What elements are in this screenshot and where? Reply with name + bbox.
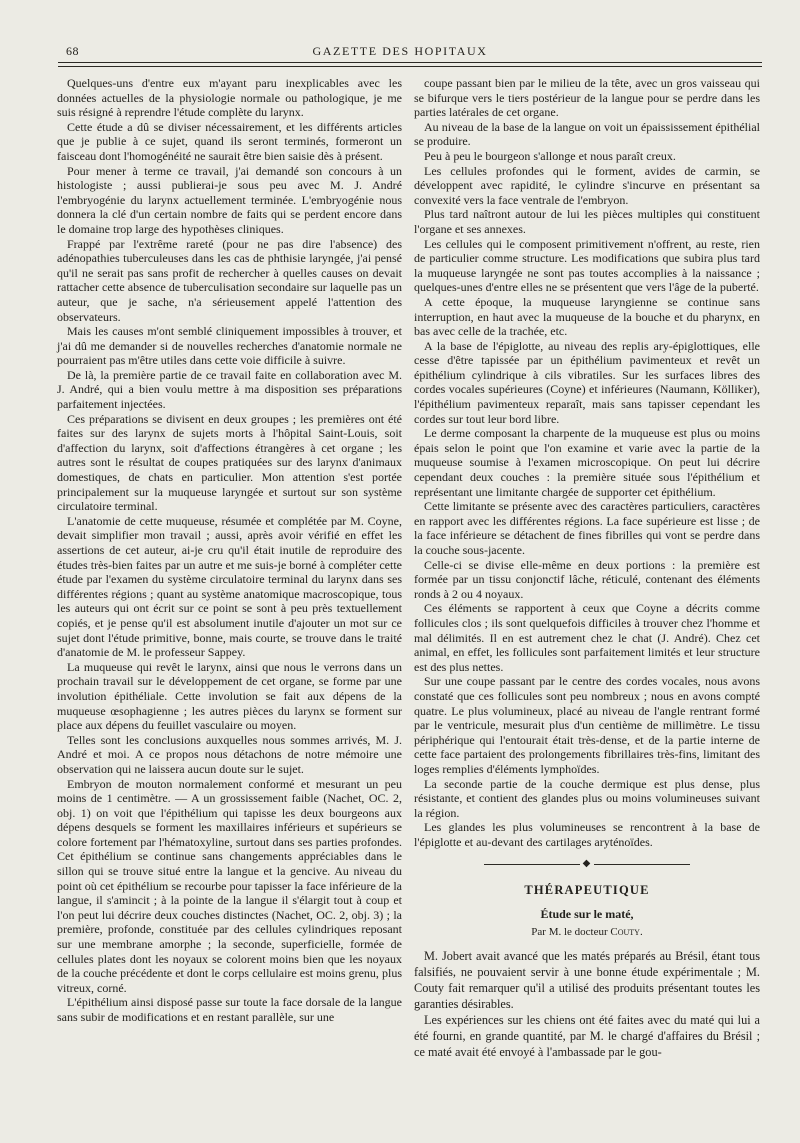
body-paragraph: Sur une coupe passant par le centre des cordes vocales, nous avons constaté que ces follicules sont peu nombreux ; nous en avons compté quatre. Le plus volumineux, placé au niveau de l'angle rentrant formé par le ventricule, mesurait plus d'un centième de millimètre. Le tissu périphérique qui l'entourait était très-dense, et de la partie interne de cette face partaient des prolongements fibrillaires très-fins, limitant des loges remplies d'éléments lymphoïdes. <box>414 674 760 776</box>
body-paragraph: La muqueuse qui revêt le larynx, ainsi que nous le verrons dans un prochain travail sur le développement de cet organe, se forme par une involution épithéliale. Cette involution se fait aux dépens de la muqueuse œsophagienne ; les autres pièces du larynx se forment sur place aux dépens du feuillet vasculaire ou moyen. <box>57 659 402 733</box>
byline-author: Couty. <box>610 925 643 938</box>
running-head: GAZETTE DES HOPITAUX <box>312 44 488 58</box>
body-paragraph: Mais les causes m'ont semblé cliniquement impossibles à trouver, et j'ai dû me demander si de nouvelles recherches d'anatomie normale ne pourraient pas m'être utiles dans cette voie difficile à suivre. <box>57 324 402 368</box>
body-paragraph: Les cellules qui le composent primitivement n'offrent, au reste, rien de particulier comme structure. Les modifications que subira plus tard la muqueuse laryngée ne sont pas toutes accomplies à la naissance ; quelques-unes d'entre elles ne se présentent que vers l'âge de la puberté. <box>414 236 760 295</box>
body-paragraph: Le derme composant la charpente de la muqueuse est plus ou moins épais selon le point que l'on examine et varie avec la partie de la muqueuse soumise à l'examen microscopique. On peut lui décrire cependant deux couches : la première située sous l'épithélium et représentant une limitante chargée de supporter cet épithélium. <box>414 426 760 499</box>
body-paragraph: Ces éléments se rapportent à ceux que Coyne a décrits comme follicules clos ; ils sont quelquefois difficiles à trouver chez l'homme et mal délimités. Il en est autrement chez le chat (J. André). Chez cet animal, en effet, les follicules sont parfaitement limités et leur structure est des plus nettes. <box>414 601 760 674</box>
body-paragraph: A la base de l'épiglotte, au niveau des replis ary-épiglottiques, elle cesse d'être tapissée par un épithélium pavimenteux et revêt un épithélium cylindrique à cils vibratiles. Sur les surfaces libres des cordes vocales supérieures (Coyne) et inférieures (Naumann, Kölliker), l'épithélium pavimenteux reparaît, mais sans tapisser cependant les cordes sur tout leur bord libre. <box>414 338 760 426</box>
body-paragraph: Cette étude a dû se diviser nécessairement, et les différents articles que je publie à ce sujet, quand ils seront terminés, formeront un faisceau dont l'homogénéité ne saurait être bien saisie dès à présent. <box>57 119 402 163</box>
right-column-text <box>414 76 760 849</box>
body-paragraph: Peu à peu le bourgeon s'allonge et nous paraît creux. <box>424 148 676 163</box>
section-separator: ◆ <box>414 857 760 872</box>
body-paragraph: Plus tard naîtront autour de lui les pièces multiples qui constituent l'organe et ses annexes. <box>414 207 760 236</box>
section-title: THÉRAPEUTIQUE <box>524 882 650 897</box>
article-byline <box>414 925 760 940</box>
header-rule-second <box>58 66 762 67</box>
body-paragraph: La seconde partie de la couche dermique est plus dense, plus résistante, et contient des glandes plus ou moins volumineuses suivant la région. <box>414 776 760 820</box>
body-paragraph: De là, la première partie de ce travail faite en collaboration avec M. J. André, qui a bien voulu mettre à ma disposition ses préparations parfaitement injectées. <box>57 367 402 412</box>
right-column <box>414 76 760 1060</box>
body-paragraph: coupe passant bien par le milieu de la tête, avec un gros vaisseau qui se bifurque vers le tiers postérieur de la langue pour se perdre dans les parties latérales de cet organe. <box>414 76 760 120</box>
body-paragraph: Cette limitante se présente avec des caractères particuliers, caractères en rapport avec les différentes régions. La face supérieure est lisse ; de la face inférieure se détachent de fines fibrilles qui vont se perdre dans la couche sous-jacente. <box>414 499 760 557</box>
left-column <box>57 76 402 1025</box>
byline-prefix: Par M. le docteur <box>531 925 608 938</box>
header-rule <box>58 62 762 63</box>
page-number: 68 <box>66 44 79 58</box>
body-paragraph: Les glandes les plus volumineuses se rencontrent à la base de l'épiglotte et au-devant des cartilages aryténoïdes. <box>414 820 760 849</box>
body-paragraph: Celle-ci se divise elle-même en deux portions : la première est formée par un tissu conjonctif lâche, réticulé, contenant des éléments ronds à 2 ou 4 noyaux. <box>414 557 760 601</box>
body-paragraph: Telles sont les conclusions auxquelles nous sommes arrivés, M. J. André et moi. A ce propos nous détachons de notre mémoire une observation qui ne laissera aucun doute sur le sujet. <box>57 732 402 776</box>
article-paragraph: M. Jobert avait avancé que les matés préparés au Brésil, étant tous falsifiés, ne pouvaient servir à une bonne étude expérimentale ; M. Couty fait remarquer qu'il a utilisé des produits présentant toutes les garanties désirables. <box>414 949 760 1012</box>
body-paragraph: A cette époque, la muqueuse laryngienne se continue sans interruption, en haut avec la muqueuse de la bouche et du pharynx, en bas avec celle de la trachée, etc. <box>414 294 760 339</box>
body-paragraph: Frappé par l'extrême rareté (pour ne pas dire l'absence) des adénopathies tuberculeuses dans les cas de phthisie laryngée, j'ai pensé qu'il ne serait pas sans profit de rechercher à quelles causes on devait rattacher cette absence de tuberculisation secondaire sur laquelle pas un auteur, que je sache, n'a sérieusement appelé l'attention des observateurs. <box>57 236 402 324</box>
article-body <box>414 948 760 1060</box>
article-paragraph: Les expériences sur les chiens ont été faites avec du maté qui lui a été fourni, en grande quantité, par M. le chargé d'affaires du Brésil ; ce maté avait été envoyé à l'ambassade par le gou- <box>414 1013 760 1060</box>
body-paragraph: L'anatomie de cette muqueuse, résumée et complétée par M. Coyne, devait simplifier mon travail ; aussi, après avoir vérifié en effet les assertions de cet auteur, ai-je cru qu'il était inutile de reproduire des études très-bien faites par un autre et me suis-je borné à compléter cette étude par l'examen du système circulatoire terminal du larynx dans ses différentes régions ; quant au système anatomique macroscopique, tous les auteurs qui ont écrit sur ce point se sont à peu près textuellement copiés, et je pense qu'il est absolument inutile d'ajouter un mot sur ce sujet dont l'étude primitive, bonne, mais courte, se trouve dans le traité d'anatomie de M. le professeur Sappey. <box>57 513 402 660</box>
body-paragraph: Quelques-uns d'entre eux m'ayant paru inexplicables avec les données actuelles de la physiologie normale ou pathologique, je me suis résigné à reprendre l'étude complète du larynx. <box>57 76 402 120</box>
body-paragraph: Embryon de mouton normalement conformé et mesurant un peu moins de 1 centimètre. — A un grossissement faible (Nachet, OC. 2, obj. 1) on voit que l'épithélium qui tapisse les deux bourgeons aux dépens desquels se forment les maxillaires inférieurs et supérieurs se colore fortement par l'hématoxyline, surtout dans ses parties profondes. Cet épithélium se continue sans changements appréciables dans le sillon qui se trouve situé entre la langue et la gencive. Au niveau du point où cet épithélium se recourbe pour tapisser la face inférieure de la langue, il s'amincit ; à la pointe de la langue il s'élargit tout à coup et l'on peut lui décrire deux couches distinctes (Nachet, OC. 2, obj. 3) ; la première, profonde, constituée par des cellules cylindriques reposant sur une membrane amorphe ; la seconde, superficielle, formée de cellules plates dont les noyaux se colorent moins bien que les noyaux de la couche précédente et dont le corps cellulaire est moins grenu, plus vitreux, corné. <box>57 776 402 995</box>
body-paragraph: Ces préparations se divisent en deux groupes ; les premières ont été faites sur des larynx de sujets morts à l'hôpital Saint-Louis, soit d'affection du larynx, soit d'affections étrangères à cet organe ; les autres sont le résultat de coupes pratiquées sur des larynx d'animaux domestiques, de chats en particulier. Mon attention s'est portée principalement sur la muqueuse laryngée et surtout sur son système circulatoire terminal. <box>57 411 402 514</box>
body-paragraph: Pour mener à terme ce travail, j'ai demandé son concours à un histologiste ; aussi publierai-je sous peu avec M. J. André l'embryogénie du larynx actuellement terminée. L'embryogénie nous donnera la clé d'un certain nombre de faits qui se perdent encore dans le domaine trop large des hypothèses cliniques. <box>57 163 402 236</box>
body-paragraph: L'épithélium ainsi disposé passe sur toute la face dorsale de la langue sans subir de modifications et en restant parallèle, sur une <box>57 995 402 1024</box>
body-paragraph: Les cellules profondes qui le forment, avides de carmin, se développent avec rapidité, le cylindre s'incurve en présentant sa convexité vers la face ventrale de l'embryon. <box>414 163 760 207</box>
body-paragraph: Au niveau de la base de la langue on voit un épaississement épithélial se produire. <box>414 119 760 149</box>
article-title: Étude sur le maté, <box>540 907 634 922</box>
